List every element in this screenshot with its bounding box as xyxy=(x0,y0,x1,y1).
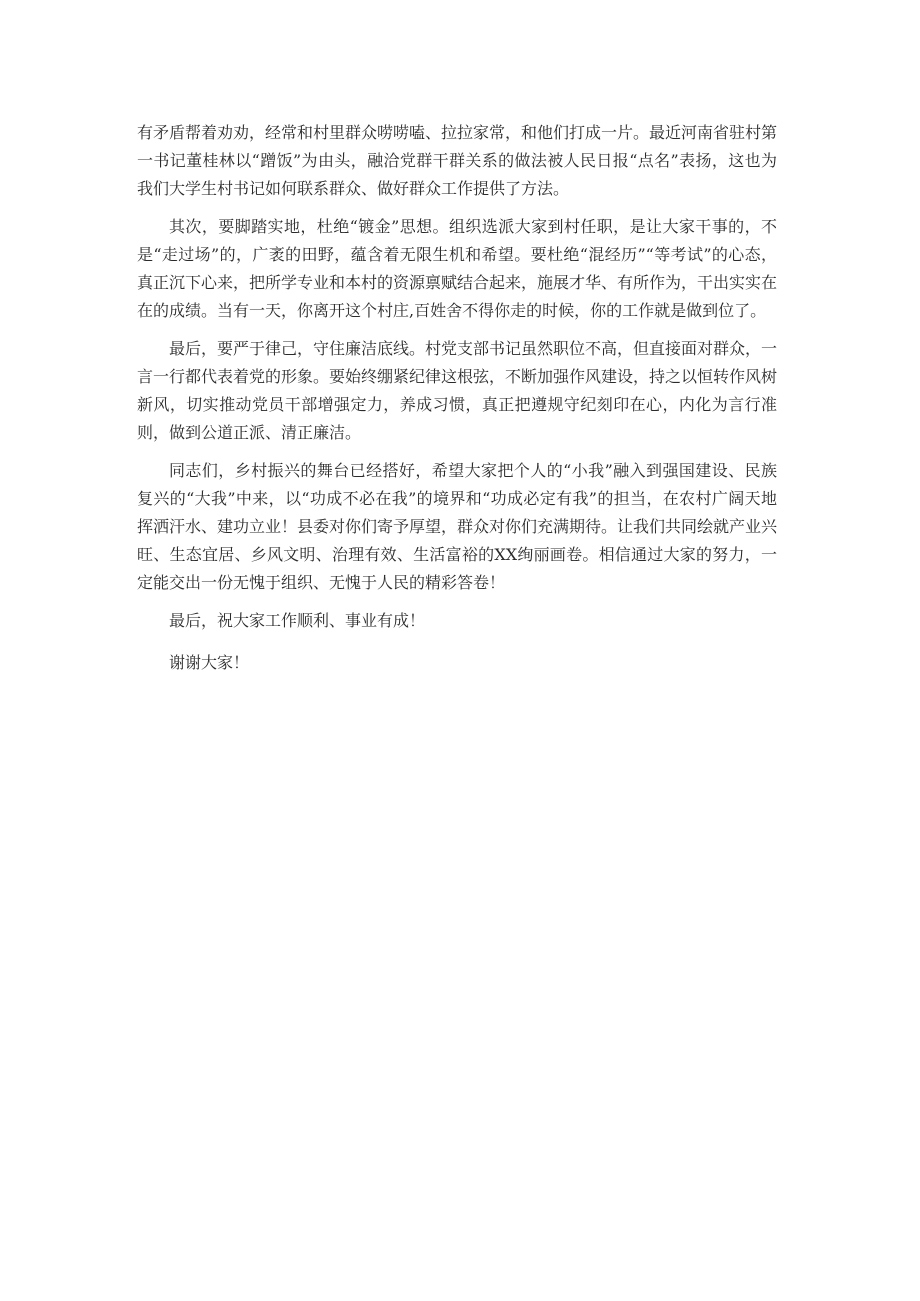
closing-thanks: 谢谢大家！ xyxy=(169,653,250,672)
paragraph-4: 同志们，乡村振兴的舞台已经搭好，希望大家把个人的“小我”融入到强国建设、民族复兴的“大我”中来，以“功成不必在我”的境界和“功成必定有我”的担当，在农村广阔天地挥洒汗水、建功立业！县委对你们寄予厚望，群众对你们充满期待。让我们共同绘就产业兴旺、生态宜居、乡风文明、治理有效、生活富裕的XX绚丽画卷。相信通过大家的努力，一定能交出一份无愧于组织、无愧于人民的精彩答卷！ xyxy=(137,461,778,592)
paragraph-2: 其次，要脚踏实地，杜绝“镀金”思想。组织选派大家到村任职，是让大家干事的，不是“走过场”的，广袤的田野，蕴含着无限生机和希望。要杜绝“混经历”“等考试”的心态，真正沉下心来，把所学专业和本村的资源禀赋结合起来，施展才华、有所作为，干出实实在在的成绩。当有一天，你离开这个村庄,百姓舍不得你走的时候，你的工作就是做到位了。 xyxy=(137,217,778,320)
document-body xyxy=(137,119,777,687)
paragraph-1: 有矛盾帮着劝劝，经常和村里群众唠唠嗑、拉拉家常，和他们打成一片。最近河南省驻村第一书记董桂林以“蹭饭”为由头，融洽党群干群关系的做法被人民日报“点名”表扬，这也为我们大学生村书记如何联系群众、做好群众工作提供了方法。 xyxy=(137,123,778,198)
paragraph-3: 最后，要严于律己，守住廉洁底线。村党支部书记虽然职位不高，但直接面对群众，一言一行都代表着党的形象。要始终绷紧纪律这根弦，不断加强作风建设，持之以恒转作风树新风，切实推动党员干部增强定力，养成习惯，真正把遵规守纪刻印在心，内化为言行准则，做到公道正派、清正廉洁。 xyxy=(137,339,778,442)
closing-wishes: 最后，祝大家工作顺利、事业有成！ xyxy=(169,611,426,630)
